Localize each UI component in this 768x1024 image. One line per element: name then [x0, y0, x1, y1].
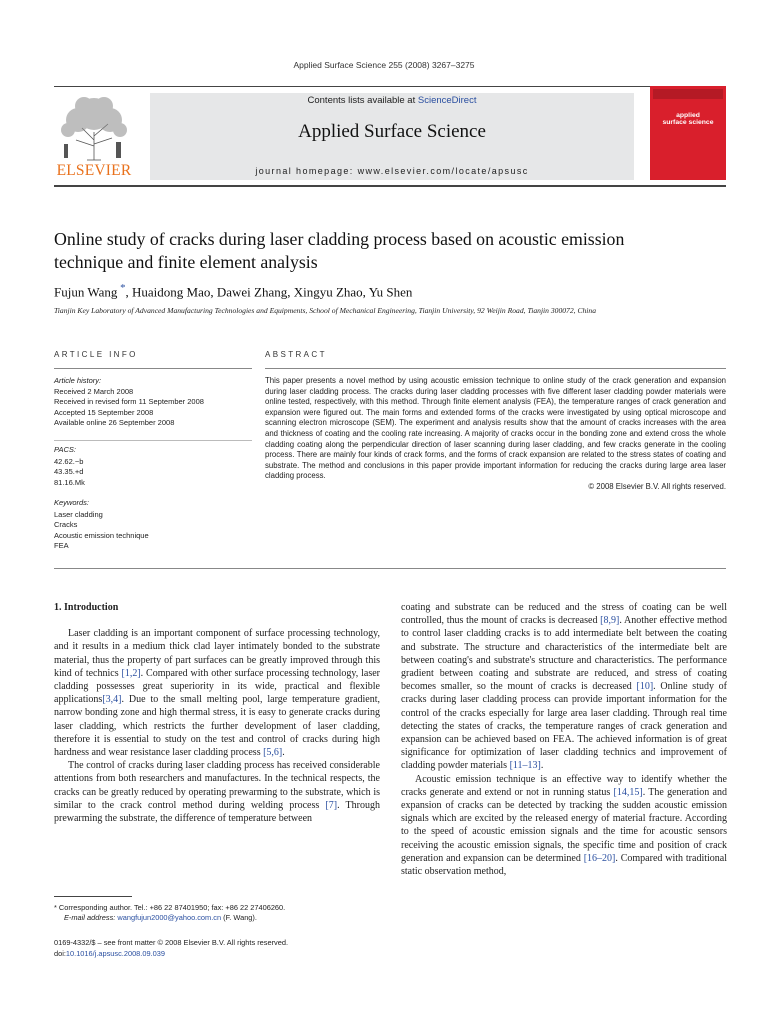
history-item: Received in revised form 11 September 2008: [54, 397, 204, 406]
abstract-label: ABSTRACT: [265, 350, 327, 359]
text-run: . The generation and expansion of cracks can be detected by tracking the sudden acoustic emission signals which are excited by the released energy of material fracture. According to the speed of acoustic emission signals and the time for acoustic sensors receiving the acoustic emission signals, the specific time and position of crack generation and expansion can be determined: [401, 786, 727, 864]
keywords-heading: Keywords:: [54, 498, 90, 507]
corresponding-author-note: * Corresponding author. Tel.: +86 22 87401950; fax: +86 22 27406260.: [54, 903, 286, 912]
doi-prefix: doi:: [54, 949, 66, 958]
cover-band: [653, 89, 723, 99]
article-title: [54, 228, 734, 274]
journal-homepage[interactable]: journal homepage: www.elsevier.com/locate/apsusc: [255, 166, 529, 176]
cover-title-line1: applied: [676, 112, 700, 119]
pacs-item: 81.16.Mk: [54, 477, 85, 487]
footnote: [54, 903, 384, 924]
author-email-link[interactable]: wangfujun2000@yahoo.com.cn: [117, 913, 222, 923]
text-run: coating and substrate can be reduced and the stress of coating can be well controlled, thus the mount of cracks is decreased: [401, 602, 727, 627]
history-heading: Article history:: [54, 376, 102, 385]
author-list: [54, 282, 734, 300]
history-item: Received 2 March 2008: [54, 386, 134, 396]
journal-citation: Applied Surface Science 255 (2008) 3267–3275: [293, 60, 475, 70]
text-run: . Through prewarming the substrate, the difference of temperature between: [54, 799, 380, 825]
abstract-rule: [265, 368, 726, 369]
paragraph: [54, 627, 380, 759]
keyword-item: Laser cladding: [54, 509, 103, 519]
body-column-right: [401, 601, 727, 878]
paragraph: [401, 601, 727, 773]
text-run: .: [282, 747, 285, 759]
title-line2: technique and finite element analysis: [54, 252, 318, 272]
abstract-copyright: © 2008 Elsevier B.V. All rights reserved.: [588, 481, 726, 491]
paragraph: [401, 773, 727, 879]
keyword-item: FEA: [54, 541, 69, 550]
citation-link[interactable]: [11–13]: [509, 760, 541, 772]
journal-title: Applied Surface Science: [298, 121, 486, 142]
issn-line: 0169-4332/$ – see front matter © 2008 Elsevier B.V. All rights reserved.: [54, 938, 288, 947]
tree-icon: [54, 92, 134, 162]
publication-info: [54, 937, 454, 959]
citation-link[interactable]: [8,9]: [600, 615, 620, 627]
affiliation: Tianjin Key Laboratory of Advanced Manufacturing Technologies and Equipments, School of Mechanical Engineering, Tianjin University, 92 Weijin Road, Tianjin 300072, China: [54, 306, 597, 315]
citation-link[interactable]: [14,15]: [613, 786, 643, 798]
citation-link[interactable]: [3,4]: [102, 694, 122, 706]
pacs-item: 43.35.+d: [54, 467, 84, 476]
text-run: The control of cracks during laser cladding process has received considerable attentions from both researchers and manufactures. In the technical respects, the cracks can be greatly reduced by operating prewarming to the substrate, which is similar to the crack control method during welding process: [54, 760, 380, 811]
paragraph: [54, 759, 380, 825]
keyword-item: Acoustic emission technique: [54, 530, 149, 540]
cover-title: [650, 112, 726, 126]
keywords-list: [54, 498, 254, 552]
pacs-heading: PACS:: [54, 445, 76, 454]
citation-link[interactable]: [7]: [325, 799, 338, 811]
email-label: E-mail address:: [64, 913, 118, 923]
front-matter-rule: [54, 568, 726, 569]
history-item: Accepted 15 September 2008: [54, 407, 154, 417]
header-rule-bottom: [54, 185, 726, 187]
contents-prefix: Contents lists available at: [307, 95, 418, 106]
article-info-label: ARTICLE INFO: [54, 350, 138, 359]
abstract-text: This paper presents a novel method by using acoustic emission technique to online study of the crack generation and expansion during laser cladding process. The cracks during laser cladding processes with five different laser cladding powder materials were online tested, respectively, with this method. Through finite element analysis (FEA), the temperature ranges of crack generation and expansion were figured out. The main forms and extended forms of the cracks were investigated by using optical microscope and scanning electron microscope (SEM). The experiment and analysis results show that the amount of cracks increases with the area and thickness of coating and the cooling rate increasing. A majority of cracks occur in the bonding zone and extend cross the whole cladding coating along the perpendicular direction of laser scanning during laser cladding, and few cracks generate in the cooling process. There are mainly four kinds of crack forms, and the forms of crack expansion are related to the stress states of coating and substrate. The method and conclusions in this paper provide important information for reducing the cracks during large area laser cladding process.: [265, 376, 726, 481]
doi-link[interactable]: 10.1016/j.apsusc.2008.09.039: [65, 949, 165, 958]
elsevier-wordmark: ELSEVIER: [56, 162, 132, 179]
text-run: . Another effective method to control laser cladding cracks is to add intermediate belt between the coating and substrate. The structure and characteristics of the intermediate belt are between coating's and substrate's structure and characteristics. The performance gradient between coating and substrate are reduced, and stress of coating becomes smaller, so the mount of cracks is decreased: [401, 615, 727, 693]
pacs-item: 42.62.−b: [54, 456, 84, 466]
keyword-item: Cracks: [54, 520, 78, 529]
doi-line: [54, 948, 454, 959]
section-heading-introduction: 1. Introduction: [54, 602, 119, 613]
text-run: .: [540, 760, 544, 772]
header-rule-top: [54, 86, 726, 87]
citation-link[interactable]: [16–20]: [583, 852, 616, 864]
text-run: . Compared with other surface processing technology, laser cladding possesses great superiority in its wide, practical and flexible applications: [54, 667, 381, 706]
author-first: Fujun Wang: [54, 284, 118, 300]
citation-link[interactable]: [1,2]: [121, 667, 141, 679]
footnote-rule: [54, 896, 132, 897]
elsevier-logo[interactable]: [54, 92, 134, 180]
email-suffix: (F. Wang).: [221, 913, 257, 923]
abstract-body: [265, 376, 726, 493]
history-item: Available online 26 September 2008: [54, 418, 175, 427]
email-note: [54, 913, 384, 923]
contents-line: [150, 95, 634, 106]
journal-banner: [150, 93, 634, 180]
title-line1: Online study of cracks during laser cladding process based on acoustic emission: [54, 229, 625, 249]
sciencedirect-link[interactable]: ScienceDirect: [417, 95, 477, 106]
text-run: Laser cladding is an important component of surface processing technology, and it results in a medium thick clad layer intimately bonded to the substrate material, thus the property of part surfaces can be greatly improved through this kind of technics: [54, 628, 380, 679]
corresponding-author-mark[interactable]: *: [117, 282, 126, 294]
text-run: . Compared with traditional static observation method,: [401, 852, 727, 878]
authors-rest: , Huaidong Mao, Dawei Zhang, Xingyu Zhao, Yu Shen: [125, 284, 413, 300]
body-column-left: [54, 601, 380, 825]
journal-cover[interactable]: [650, 86, 726, 180]
article-info-rule: [54, 368, 252, 369]
citation-link[interactable]: [10]: [636, 681, 654, 693]
text-run: Acoustic emission technique is an effective way to identify whether the cracks generate and extend or not in running status: [401, 773, 727, 798]
article-history: [54, 376, 254, 429]
info-divider: [54, 440, 252, 441]
text-run: . Due to the small melting pool, large temperature gradient, narrow bonding zone and high thermal stress, it is easy to generate cracks during laser cladding, which restricts the further development of laser cladding, therefore it is essential to study on the test and control of cracks during high hardness and wear resistance laser cladding process: [54, 694, 380, 759]
text-run: . Online study of cracks during laser cladding process can provide important information for the control of the cracks especially for large area laser cladding. Through real time detecting the states of cracks, the temperature ranges of crack generation and expansion can be achieved based on FEA. The achieved information is of great significance for optimization of laser cladding technics and improvement of cladding powder materials: [401, 681, 728, 772]
citation-link[interactable]: [5,6]: [263, 747, 283, 759]
pacs-list: [54, 445, 254, 488]
cover-title-line2: surface science: [662, 119, 714, 126]
